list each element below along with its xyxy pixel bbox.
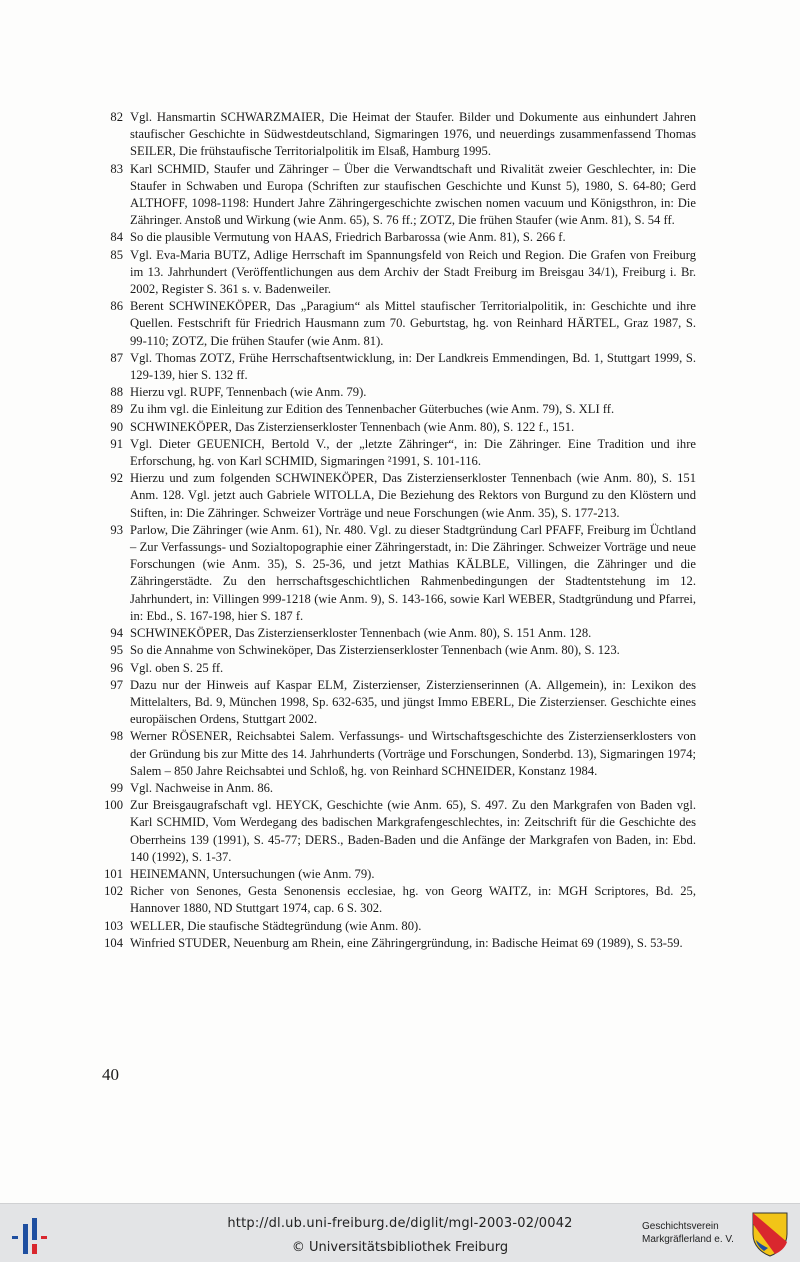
footnote-text: Berent SCHWINEKÖPER, Das „Paragium“ als Mittel staufischer Territorialpolitik, in: Geschichte und ihre Quellen. Festschrift für Friedrich Hausmann zum 70. Geburtstag, hg. von Reinhard HÄRTEL, Graz 1987, S. 99-110; ZOTZ, Die frühen Staufer (wie Anm. 81). [130,299,696,348]
footnote-text: SCHWINEKÖPER, Das Zisterzienserkloster Tennenbach (wie Anm. 80), S. 122 f., 151. [130,419,575,434]
footnote-number: 103 [104,918,123,933]
society-name-line2: Markgräflerland e. V. [642,1234,734,1245]
footnote-96 [102,660,696,677]
footnote-86 [102,298,696,350]
footnote-text: Werner RÖSENER, Reichsabtei Salem. Verfassungs- und Wirtschaftsgeschichte des Zisterzienserklosters von der Gründung bis zur Mitte des 14. Jahrhunderts (Vorträge und Forschungen, Sonderbd. 13), Sigmaringen 1974; Salem – 850 Jahre Reichsabtei und Schloß, hg. von Reinhard SCHNEIDER, Konstanz 1984. [130,729,696,778]
footnote-91 [102,436,696,470]
footnote-text: Vgl. Thomas ZOTZ, Frühe Herrschaftsentwicklung, in: Der Landkreis Emmendingen, Bd. 1, Stuttgart 1999, S. 129-139, hier S. 132 ff. [130,350,696,383]
footnote-number: 94 [110,626,123,641]
footnote-text: Hierzu und zum folgenden SCHWINEKÖPER, Das Zisterzienserkloster Tennenbach (wie Anm. 80), S. 151 Anm. 128. Vgl. jetzt auch Gabriele WITOLLA, Die Beziehung des Rektors von Burgund zu den Klöstern und Stiften, in: Die Zähringer. Schweizer Vorträge und neue Forschungen (wie Anm. 35), S. 177-213. [130,471,696,520]
footnote-text: WELLER, Die staufische Städtegründung (wie Anm. 80). [130,918,422,933]
footnote-number: 83 [110,161,123,176]
footnote-number: 89 [110,402,123,417]
footnote-number: 87 [110,350,123,365]
footnote-94 [102,625,696,642]
footnote-95 [102,642,696,659]
copyright-text: © Universitätsbibliothek Freiburg [291,1240,509,1255]
footnote-number: 93 [110,522,123,537]
footnote-104 [102,935,696,952]
footnote-text: Vgl. Hansmartin SCHWARZMAIER, Die Heimat der Staufer. Bilder und Dokumente aus einhundert Jahren staufischer Geschichte in Südwestdeutschland, Sigmaringen 1976, und neuerdings zusammenfassend Thomas SEILER, Die frühstaufische Territorialpolitik im Elsaß, Hamburg 1995. [130,110,696,159]
footnote-number: 95 [110,643,123,658]
footnote-text: So die plausible Vermutung von HAAS, Friedrich Barbarossa (wie Anm. 81), S. 266 f. [130,230,566,245]
footnote-text: SCHWINEKÖPER, Das Zisterzienserkloster Tennenbach (wie Anm. 80), S. 151 Anm. 128. [130,626,592,641]
footnote-88 [102,384,696,401]
footnote-number: 99 [110,780,123,795]
footnote-85 [102,247,696,299]
footnote-number: 97 [110,677,123,692]
footnote-84 [102,229,696,246]
footnote-text: Vgl. Eva-Maria BUTZ, Adlige Herrschaft im Spannungsfeld von Reich und Region. Die Grafen von Freiburg im 13. Jahrhundert (Veröffentlichungen aus dem Archiv der Stadt Freiburg im Breisgau 34/1), Freiburg i. Br. 2002, Register S. 361 s. v. Badenweiler. [130,247,696,297]
footnote-text: Karl SCHMID, Staufer und Zähringer – Über die Verwandtschaft und Rivalität zweier Geschlechter, in: Die Staufer in Schwaben und Europa (Schriften zur staufischen Geschichte und Kunst 5), 1980, S. 64-80; Gerd ALTHOFF, 1098-1198: Hundert Jahre Zähringergeschichte zwischen nomen vacuum und Königsthron, in: Die Zähringer. Anstoß und Wirkung (wie Anm. 65), S. 76 ff.; ZOTZ, Die frühen Staufer (wie Anm. 81), S. 54 ff. [130,161,696,228]
footnote-99 [102,780,696,797]
footnotes-list [102,109,696,952]
footnote-text: Vgl. Dieter GEUENICH, Bertold V., der „letzte Zähringer“, in: Die Zähringer. Eine Tradition und ihre Erforschung, hg. von Karl SCHMID, Sigmaringen ²1991, S. 101-116. [130,436,696,469]
footnote-number: 84 [110,230,123,245]
footnote-number: 96 [110,660,123,675]
footnote-101 [102,866,696,883]
footnote-text: Dazu nur der Hinweis auf Kaspar ELM, Zisterzienser, Zisterzienserinnen (A. Allgemein), in: Lexikon des Mittelalters, Bd. 9, München 1998, Sp. 632-635, und jüngst Immo EBERL, Die Zisterzienser. Geschichte eines europäischen Ordens, Stuttgart 2002. [130,677,696,727]
footnote-text: Zu ihm vgl. die Einleitung zur Edition des Tennenbacher Güterbuches (wie Anm. 79), S. XLI ff. [130,402,615,417]
footnote-text: Hierzu vgl. RUPF, Tennenbach (wie Anm. 79). [130,385,367,400]
footnote-text: HEINEMANN, Untersuchungen (wie Anm. 79). [130,866,375,881]
footnote-89 [102,401,696,418]
footnote-number: 98 [110,729,123,744]
footnote-text: Parlow, Die Zähringer (wie Anm. 61), Nr. 480. Vgl. zu dieser Stadtgründung Carl PFAFF, Freiburg im Üchtland – Zur Verfassungs- und Sozialtopographie einer Zähringerstadt, in: Die Zähringer. Schweizer Vorträge und neue Forschungen (wie Anm. 35), S. 25-36, und jetzt Mathias KÄLBLE, Villingen, die Zähringer und die Zähringerstädte. Zu den herrschaftsgeschichtlichen Rahmenbedingungen der Stadtentstehung im 12. Jahrhundert, in: Villingen 999-1218 (wie Anm. 9), S. 143-166, sowie Karl WEBER, Stadtgründung und Pfarrei, in: Ebd., S. 167-198, hier S. 187 f. [130,522,696,623]
footnote-number: 104 [104,935,123,950]
document-url-link[interactable]: http://dl.ub.uni-freiburg.de/diglit/mgl-2003-02/0042 [227,1216,573,1231]
footnote-number: 101 [104,866,123,881]
footnote-90 [102,419,696,436]
footnote-number: 102 [104,884,123,899]
footnote-number: 91 [110,436,123,451]
footnote-text: Richer von Senones, Gesta Senonensis ecclesiae, hg. von Georg WAITZ, in: MGH Scriptores, Bd. 25, Hannover 1880, ND Stuttgart 1974, cap. 6 S. 302. [130,884,696,916]
footnote-number: 85 [110,247,123,262]
footnote-98 [102,728,696,780]
footnote-87 [102,350,696,384]
footnote-97 [102,677,696,729]
footnote-text: Vgl. Nachweise in Anm. 86. [130,780,274,795]
footnote-number: 86 [110,299,123,314]
page-number: 40 [102,1065,119,1084]
footnote-83 [102,161,696,230]
footnote-102 [102,883,696,917]
footnote-number: 92 [110,471,123,486]
footnote-number: 88 [110,385,123,400]
footnote-text: Winfried STUDER, Neuenburg am Rhein, eine Zähringergründung, in: Badische Heimat 69 (1989), S. 53-59. [130,935,683,950]
society-name [642,1220,752,1246]
footnote-100 [102,797,696,866]
footnote-text: Vgl. oben S. 25 ff. [130,660,224,675]
footnote-82 [102,109,696,161]
footnote-92 [102,470,696,522]
footnote-number: 90 [110,419,123,434]
viewer-footer [0,1203,800,1262]
society-crest-icon [750,1210,790,1258]
footnote-text: So die Annahme von Schwineköper, Das Zisterzienserkloster Tennenbach (wie Anm. 80), S. 123. [130,643,620,658]
footnote-number: 82 [110,110,123,124]
society-name-line1: Geschichtsverein [642,1221,719,1232]
footnote-93 [102,522,696,625]
footnote-text: Zur Breisgaugrafschaft vgl. HEYCK, Geschichte (wie Anm. 65), S. 497. Zu den Markgrafen von Baden vgl. Karl SCHMID, Vom Werdegang des badischen Markgrafengeschlechtes, in: Zeitschrift für die Geschichte des Oberrheins 139 (1991), S. 45-77; DERS., Baden-Baden und die Anfänge der Markgrafen von Baden, in: Ebd. 140 (1992), S. 1-37. [130,798,696,864]
footnote-103 [102,918,696,935]
footnote-number: 100 [104,798,123,813]
